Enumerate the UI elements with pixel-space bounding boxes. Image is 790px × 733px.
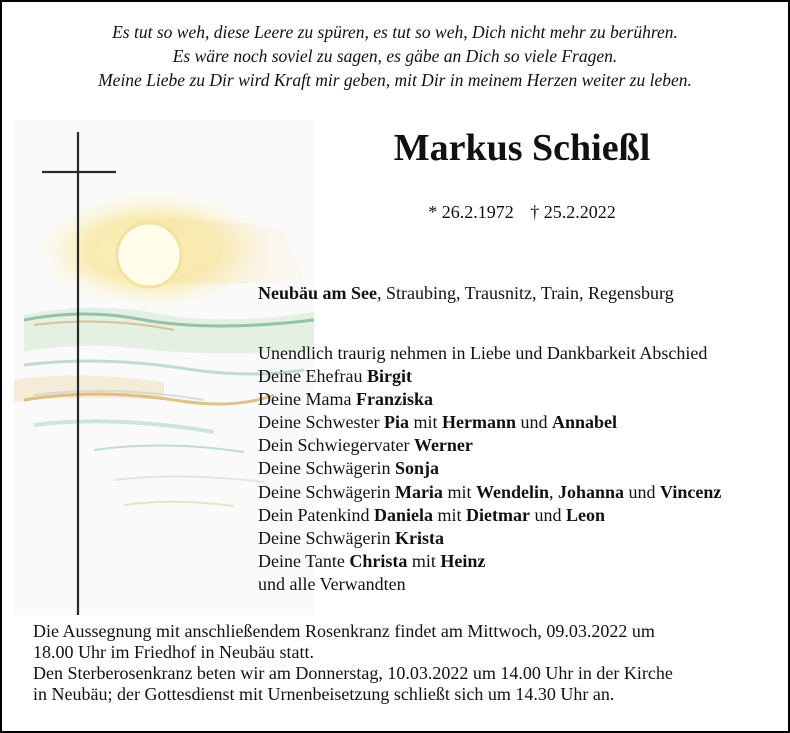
mourner-name: Pia xyxy=(383,412,409,433)
mourners-closing: und alle Verwandten xyxy=(258,573,406,594)
mourner-name: Hermann xyxy=(441,412,516,433)
place-line xyxy=(258,283,674,304)
mourner-line xyxy=(258,388,721,411)
birth-date: * 26.2.1972 xyxy=(428,202,514,222)
mourner-name: Franziska xyxy=(355,389,433,410)
notice-line: Den Sterberosenkranz beten wir am Donnerstag, 10.03.2022 um 14.00 Uhr in der Kirche xyxy=(33,663,673,683)
connector-text: mit xyxy=(407,550,441,571)
mourner-name: Krista xyxy=(394,527,444,548)
death-date: † 25.2.2022 xyxy=(530,202,616,222)
relation-text: Dein Schwiegervater xyxy=(258,435,414,456)
connector-text: und xyxy=(515,412,552,433)
poem-line: Es tut so weh, diese Leere zu spüren, es tut so weh, Dich nicht mehr zu berühren. xyxy=(112,22,678,42)
poem xyxy=(2,20,788,92)
connector-text: mit xyxy=(408,412,442,433)
mourner-name: Werner xyxy=(413,435,473,456)
mourner-name: Sonja xyxy=(394,458,439,479)
mourner-line xyxy=(258,527,721,550)
mourner-line xyxy=(258,365,721,388)
relation-text: Deine Tante xyxy=(258,550,350,571)
mourner-name: Dietmar xyxy=(466,504,530,525)
relation-text: Dein Patenkind xyxy=(258,504,374,525)
sun xyxy=(117,223,181,287)
mourner-name: Johanna xyxy=(557,481,625,502)
mourner-line xyxy=(258,481,721,504)
connector-text: , xyxy=(548,481,558,502)
relation-text: Deine Ehefrau xyxy=(258,366,367,387)
connector-text: und xyxy=(624,481,661,502)
mourners-intro: Unendlich traurig nehmen in Liebe und Dankbarkeit Abschied xyxy=(258,343,708,363)
life-dates xyxy=(332,202,712,223)
mourner-name: Wendelin xyxy=(475,481,549,502)
deceased-name: Markus Schießl xyxy=(393,127,651,169)
connector-text: mit xyxy=(442,481,476,502)
mourner-name: Vincenz xyxy=(660,481,722,502)
mourner-line xyxy=(258,411,721,434)
relation-text: Deine Schwester xyxy=(258,412,384,433)
connector-text: und xyxy=(529,504,566,525)
notice-line: 18.00 Uhr im Friedhof in Neubäu statt. xyxy=(33,642,314,662)
notice-line: Die Aussegnung mit anschließendem Rosenkranz findet am Mittwoch, 09.03.2022 um xyxy=(33,621,655,641)
mourner-name: Heinz xyxy=(440,550,486,571)
mourner-name: Daniela xyxy=(373,504,433,525)
place-others: , Straubing, Trausnitz, Train, Regensburg xyxy=(377,283,674,303)
relation-text: Deine Schwägerin xyxy=(258,481,395,502)
relation-text: Deine Schwägerin xyxy=(258,527,395,548)
mourner-line xyxy=(258,457,721,480)
connector-text: mit xyxy=(433,504,467,525)
mourner-line xyxy=(258,434,721,457)
mourner-line xyxy=(258,504,721,527)
mourner-name: Christa xyxy=(349,550,408,571)
relation-text: Deine Mama xyxy=(258,389,356,410)
notice-line: in Neubäu; der Gottesdienst mit Urnenbeisetzung schließt sich um 14.30 Uhr an. xyxy=(33,684,615,704)
mourner-name: Maria xyxy=(394,481,443,502)
mourner-name: Leon xyxy=(565,504,605,525)
place-main: Neubäu am See xyxy=(258,283,378,303)
service-notice xyxy=(33,621,673,705)
relation-text: Deine Schwägerin xyxy=(258,458,395,479)
poem-line: Es wäre noch soviel zu sagen, es gäbe an Dich so viele Fragen. xyxy=(172,46,618,66)
mourner-line xyxy=(258,550,721,573)
mourner-name: Annabel xyxy=(551,412,618,433)
mourner-name: Birgit xyxy=(366,366,412,387)
poem-line: Meine Liebe zu Dir wird Kraft mir geben, mit Dir in meinem Herzen weiter zu leben. xyxy=(98,70,692,90)
mourners-list xyxy=(258,342,721,596)
